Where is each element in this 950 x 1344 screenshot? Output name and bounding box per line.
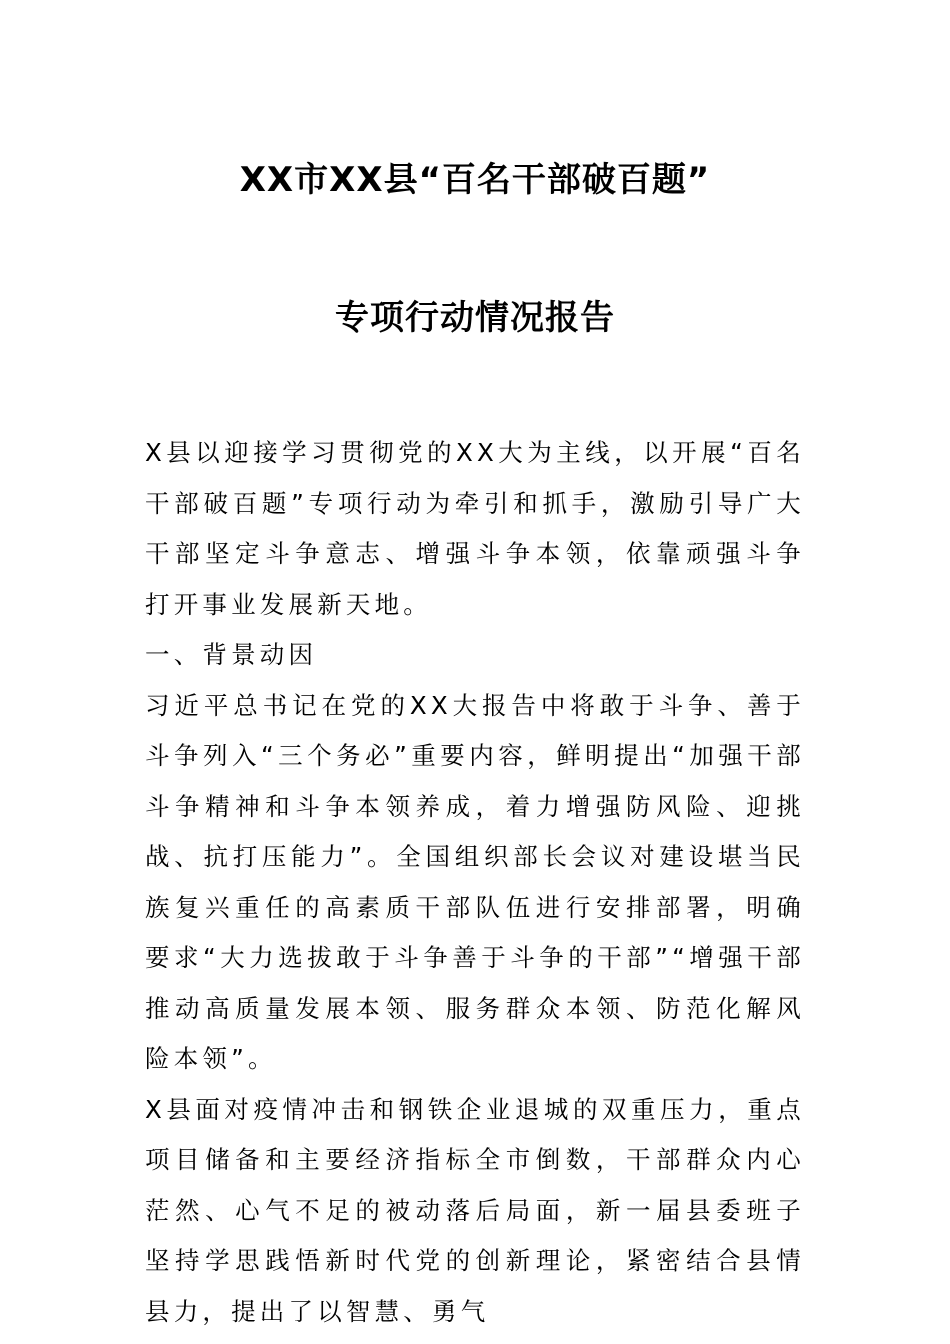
intro-paragraph: X县以迎接学习贯彻党的XX大为主线，以开展“百名干部破百题”专项行动为牵引和抓手，激励引导广大干部坚定斗争意志、增强斗争本领，依靠顽强斗争打开事业发展新天地。	[145, 438, 805, 619]
background-paragraph-2: X县面对疫情冲击和钢铁企业退城的双重压力，重点项目储备和主要经济指标全市倒数，干部群众内心茫然、心气不足的被动落后局面，新一届县委班子坚持学思践悟新时代党的创新理论，紧密结合县情县力，提出了以智慧、勇气	[145, 1094, 805, 1326]
background-paragraph-1: 习近平总书记在党的XX大报告中将敢于斗争、善于斗争列入“三个务必”重要内容，鲜明提出“加强干部斗争精神和斗争本领养成，着力增强防风险、迎挑战、抗打压能力”。全国组织部长会议对建设堪当民族复兴重任的高素质干部队伍进行安排部署，明确要求“大力选拔敢于斗争善于斗争的干部”“增强干部推动高质量发展本领、服务群众本领、防范化解风险本领”。	[145, 690, 805, 1073]
document-title-line-1: XX市XX县“百名干部破百题”	[239, 160, 711, 200]
document-title-line-2: 专项行动情况报告	[335, 298, 615, 338]
section-heading-background: 一、背景动因	[145, 640, 318, 669]
document-body	[145, 428, 805, 1337]
